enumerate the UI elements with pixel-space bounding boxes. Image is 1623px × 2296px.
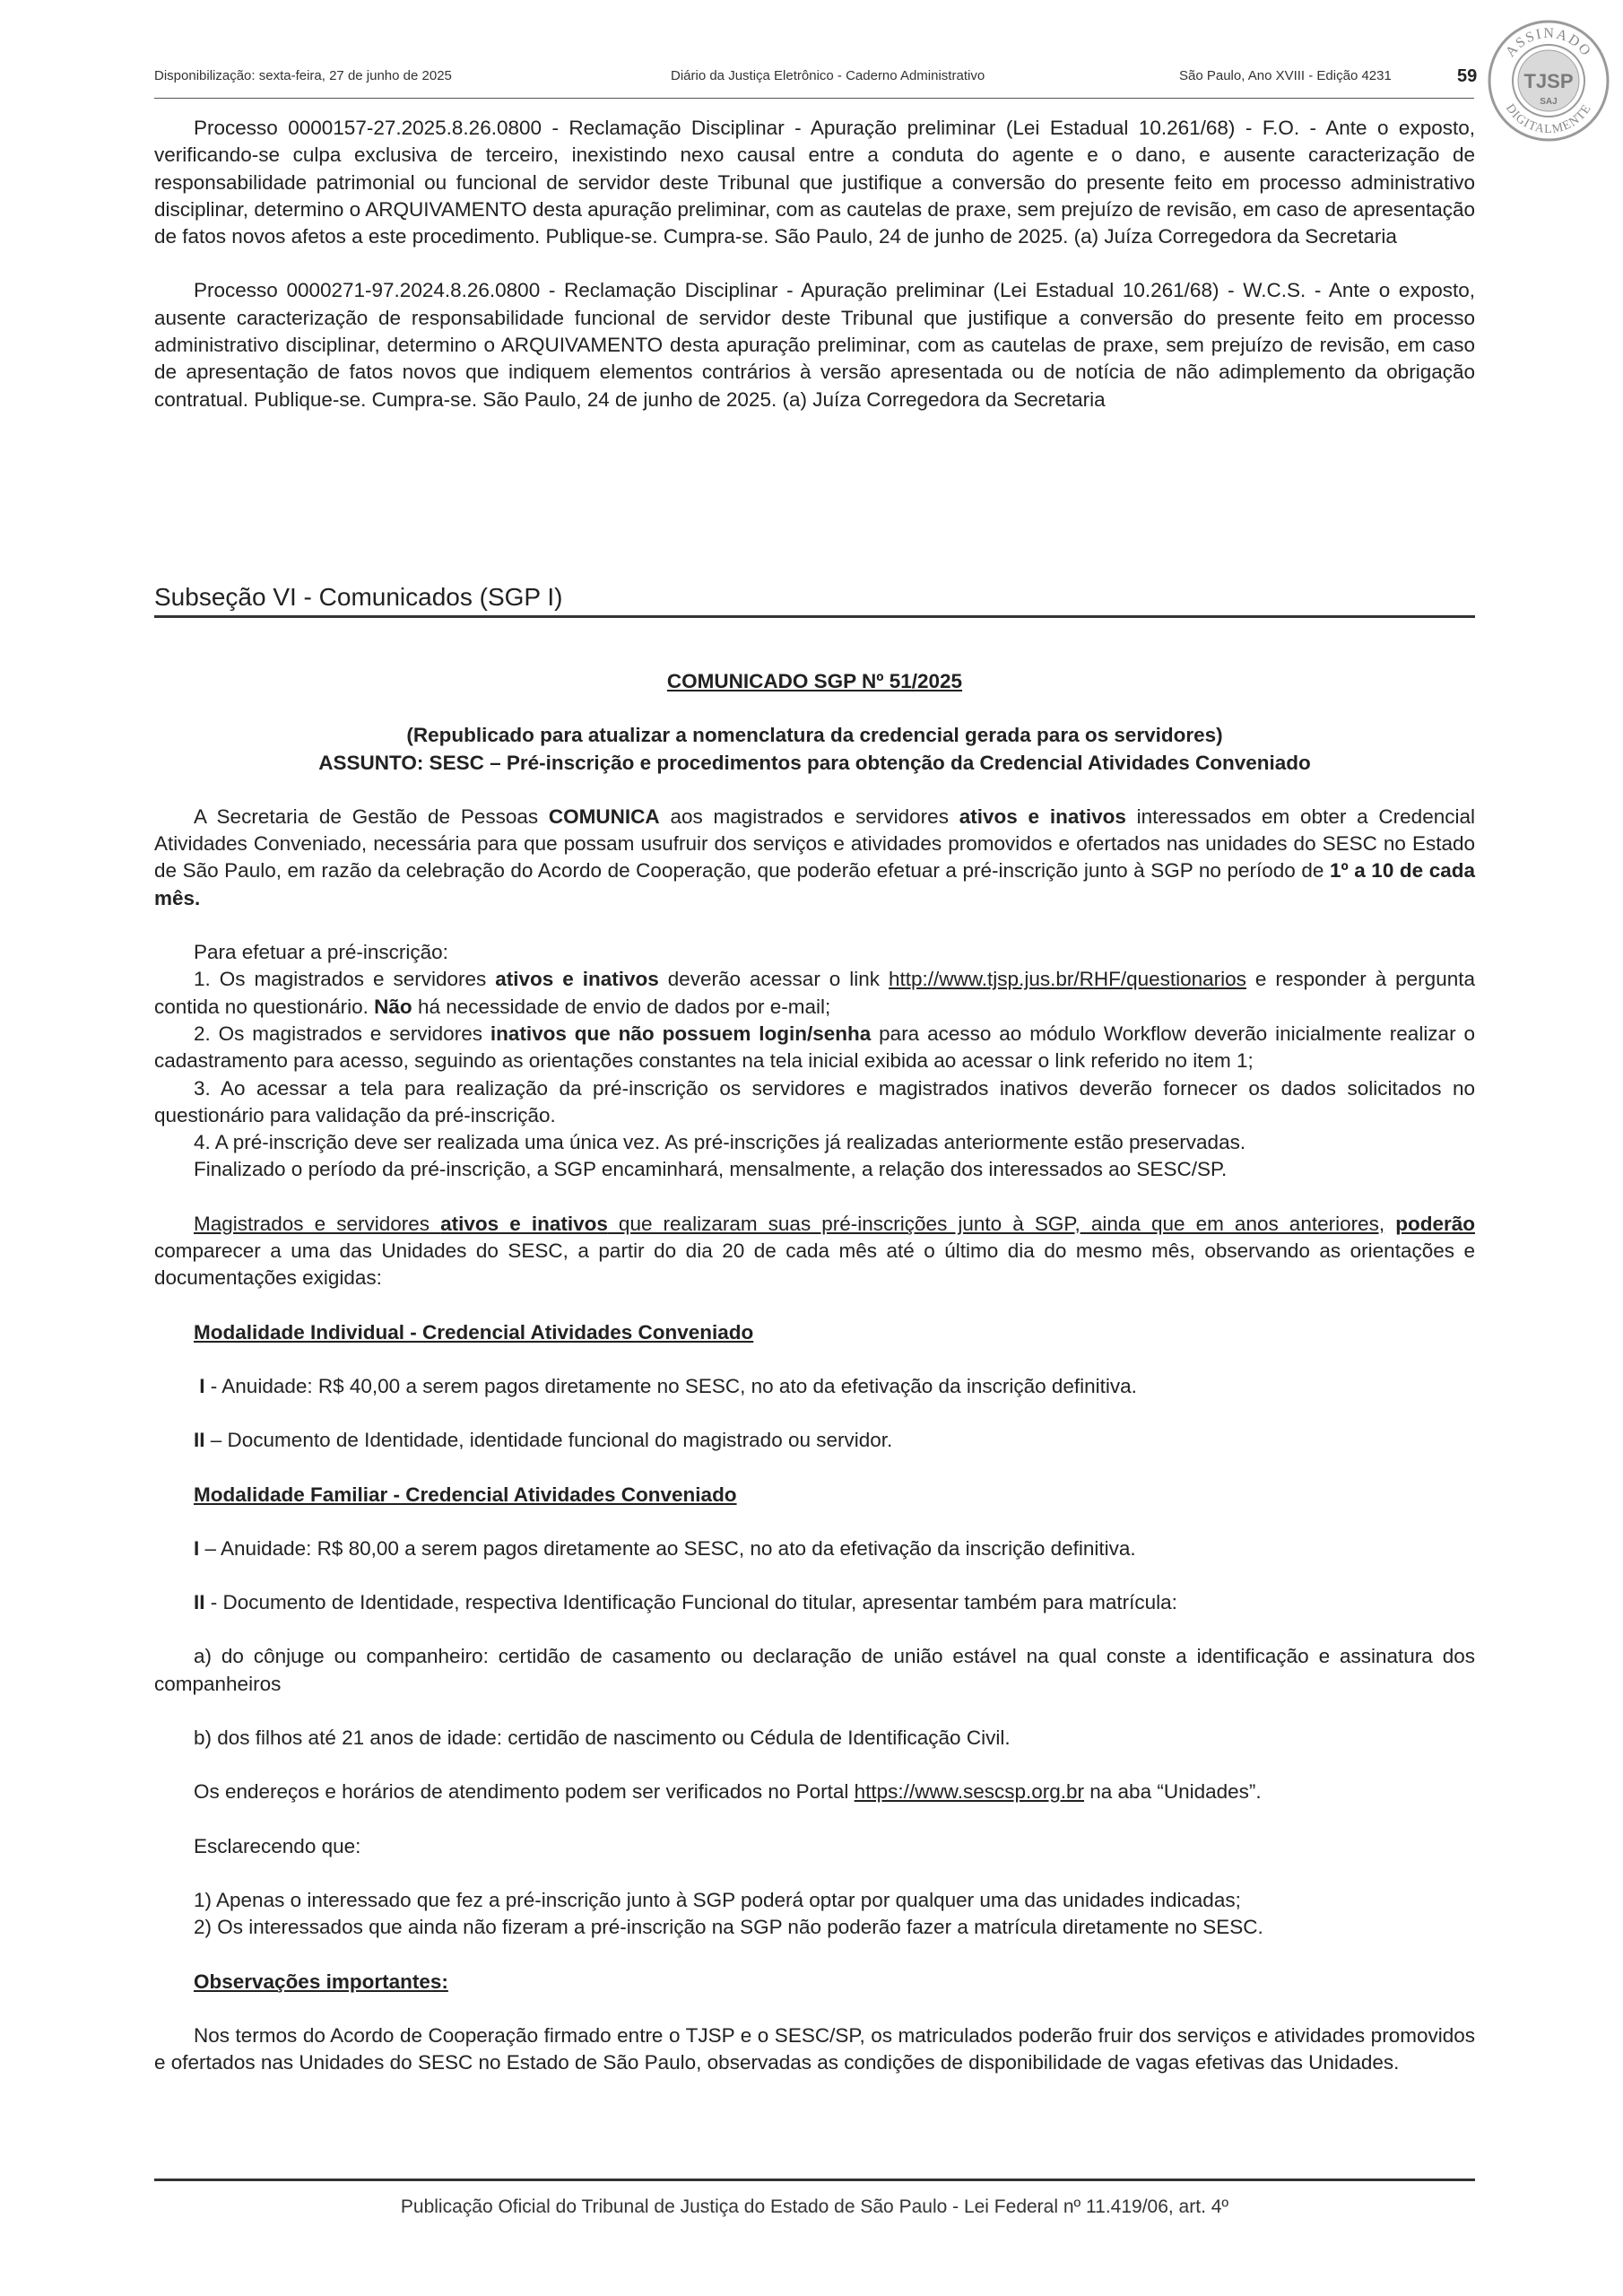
finalizado-paragraph: Finalizado o período da pré-inscrição, a SGP encaminhará, mensalmente, a relação dos interessados ao SESC/SP. bbox=[194, 1158, 1228, 1181]
familiar-item-b: b) dos filhos até 21 anos de idade: certidão de nascimento ou Cédula de Identificação Civil. bbox=[194, 1726, 1011, 1750]
step-4: 4. A pré-inscrição deve ser realizada uma única vez. As pré-inscrições já realizadas anteriormente estão preservadas. bbox=[194, 1131, 1246, 1154]
enderecos-paragraph: Os endereços e horários de atendimento podem ser verificados no Portal https://www.sescsp.org.br na aba “Unidades”. bbox=[194, 1780, 1262, 1804]
step-1: 1. Os magistrados e servidores ativos e inativos deverão acessar o link http://www.tjsp.jus.br/RHF/questionarios e responder à pergunta contida no questionário. Não há necessidade de envio de dados por e-mail; bbox=[154, 968, 1475, 1018]
header-date: Disponibilização: sexta-feira, 27 de junho de 2025 bbox=[154, 68, 452, 83]
familiar-item-a: a) do cônjuge ou companheiro: certidão de casamento ou declaração de união estável na qual conste a identificação e assinatura dos companheiros bbox=[154, 1645, 1475, 1695]
process-paragraph-2: Processo 0000271-97.2024.8.26.0800 - Reclamação Disciplinar - Apuração preliminar (Lei Estadual 10.261/68) - W.C.S. - Ante o exposto, ausente caracterização de responsabilidade funcional de servidor deste Tribunal que justifique a conversão do presente feito em processo administrativo disciplinar, determino o ARQUIVAMENTO desta apuração preliminar, com as cautelas de praxe, sem prejuízo de revisão, em caso de apresentação de fatos novos que indiquem elementos contrários à versão apresentada ou de notícia de não adimplemento da obrigação contratual. Publique-se. Cumpra-se. São Paulo, 24 de junho de 2025. (a) Juíza Corregedora da Secretaria bbox=[154, 279, 1475, 411]
step-3: 3. Ao acessar a tela para realização da pré-inscrição os servidores e magistrados inativos deverão fornecer os dados solicitados no questionário para validação da pré-inscrição. bbox=[154, 1076, 1475, 1126]
observacoes-paragraph: Nos termos do Acordo de Cooperação firmado entre o TJSP e o SESC/SP, os matriculados poderão fruir dos serviços e atividades promovidos e ofertados nas Unidades do SESC no Estado de São Paulo, observadas as condições de disponibilidade de vagas efetivas das Unidades. bbox=[154, 2023, 1475, 2074]
observacoes-title: Observações importantes: bbox=[194, 1970, 448, 1993]
magistrados-paragraph: Magistrados e servidores ativos e inativos que realizaram suas pré-inscrições junto à SGP, ainda que em anos anteriores, poderão comparecer a uma das Unidades do SESC, a partir do dia 20 de cada mês até o último dia do mesmo mês, observando as orientações e documentações exigidas: bbox=[154, 1212, 1475, 1290]
header-edition: São Paulo, Ano XVIII - Edição 4231 bbox=[1179, 68, 1392, 83]
esclarecendo-item-1: 1) Apenas o interessado que fez a pré-inscrição junto à SGP poderá optar por qualquer uma das unidades indicadas; bbox=[194, 1888, 1241, 1911]
seal-sub-text: SAJ bbox=[1540, 97, 1558, 107]
page-number: 59 bbox=[1457, 66, 1478, 86]
sesc-link[interactable]: https://www.sescsp.org.br bbox=[854, 1780, 1085, 1804]
header-journal: Diário da Justiça Eletrônico - Caderno Administrativo bbox=[671, 68, 985, 83]
digital-signature-seal-icon bbox=[1486, 18, 1611, 144]
individual-item-ii: II – Documento de Identidade, identidade funcional do magistrado ou servidor. bbox=[194, 1429, 893, 1452]
seal-bottom-text: DIGITALMENTE bbox=[1502, 101, 1595, 137]
familiar-item-i: I – Anuidade: R$ 80,00 a serem pagos diretamente ao SESC, no ato da efetivação da inscrição definitiva. bbox=[194, 1536, 1136, 1560]
page-header bbox=[154, 68, 1481, 95]
familiar-title: Modalidade Familiar - Credencial Atividades Conveniado bbox=[194, 1483, 737, 1506]
para-efetuar-label: Para efetuar a pré-inscrição: bbox=[194, 941, 448, 964]
footer-divider bbox=[154, 2179, 1475, 2181]
familiar-item-ii: II - Documento de Identidade, respectiva Identificação Funcional do titular, apresentar também para matrícula: bbox=[194, 1591, 1177, 1614]
page-footer: Publicação Oficial do Tribunal de Justiça do Estado de São Paulo - Lei Federal nº 11.419/06, art. 4º bbox=[400, 2196, 1229, 2217]
seal-top-text: ASSINADO bbox=[1502, 25, 1595, 60]
comunicado-subtitle: (Republicado para atualizar a nomenclatura da credencial gerada para os servidores) bbox=[406, 724, 1223, 747]
comunicado-assunto: ASSUNTO: SESC – Pré-inscrição e procedimentos para obtenção da Credencial Atividades Conveniado bbox=[318, 751, 1311, 774]
comunicado-section bbox=[154, 668, 1475, 2076]
questionarios-link[interactable]: http://www.tjsp.jus.br/RHF/questionarios bbox=[889, 968, 1246, 991]
process-paragraph-1: Processo 0000157-27.2025.8.26.0800 - Reclamação Disciplinar - Apuração preliminar (Lei Estadual 10.261/68) - F.O. - Ante o exposto, verificando-se culpa exclusiva de terceiro, inexistindo nexo causal entre a conduta do agente e o dano, e ausente caracterização de responsabilidade patrimonial ou funcional de servidor deste Tribunal que justifique a conversão do presente feito em processo administrativo disciplinar, determino o ARQUIVAMENTO desta apuração preliminar, com as cautelas de praxe, sem prejuízo de revisão, em caso de apresentação de fatos novos afetos a este procedimento. Publique-se. Cumpra-se. São Paulo, 24 de junho de 2025. (a) Juíza Corregedora da Secretaria bbox=[154, 117, 1475, 248]
comunicado-title: COMUNICADO SGP Nº 51/2025 bbox=[666, 670, 963, 692]
individual-title: Modalidade Individual - Credencial Atividades Conveniado bbox=[194, 1320, 754, 1344]
section-divider bbox=[154, 615, 1475, 618]
section-title: Subseção VI - Comunicados (SGP I) bbox=[154, 583, 563, 611]
esclarecendo-item-2: 2) Os interessados que ainda não fizeram a pré-inscrição na SGP não poderão fazer a matrícula diretamente no SESC. bbox=[194, 1916, 1263, 1939]
esclarecendo-label: Esclarecendo que: bbox=[194, 1834, 361, 1857]
header-divider bbox=[154, 98, 1474, 99]
process-section bbox=[154, 115, 1475, 413]
seal-center-text: TJSP bbox=[1523, 70, 1574, 92]
step-2: 2. Os magistrados e servidores inativos que não possuem login/senha para acesso ao módulo Workflow deverão inicialmente realizar o cadastramento para acesso, seguindo as orientações constantes na tela inicial exibida ao acessar o link referido no item 1; bbox=[154, 1022, 1475, 1073]
individual-item-i: I - Anuidade: R$ 40,00 a serem pagos diretamente no SESC, no ato da efetivação da inscrição definitiva. bbox=[199, 1374, 1137, 1397]
intro-paragraph: A Secretaria de Gestão de Pessoas COMUNICA aos magistrados e servidores ativos e inativos interessados em obter a Credencial Atividades Conveniado, necessária para que possam usufruir dos serviços e atividades promovidos e ofertados nas unidades do SESC no Estado de São Paulo, em razão da celebração do Acordo de Cooperação, que poderão efetuar a pré-inscrição junto à SGP no período de 1º a 10 de cada mês. bbox=[154, 804, 1475, 909]
